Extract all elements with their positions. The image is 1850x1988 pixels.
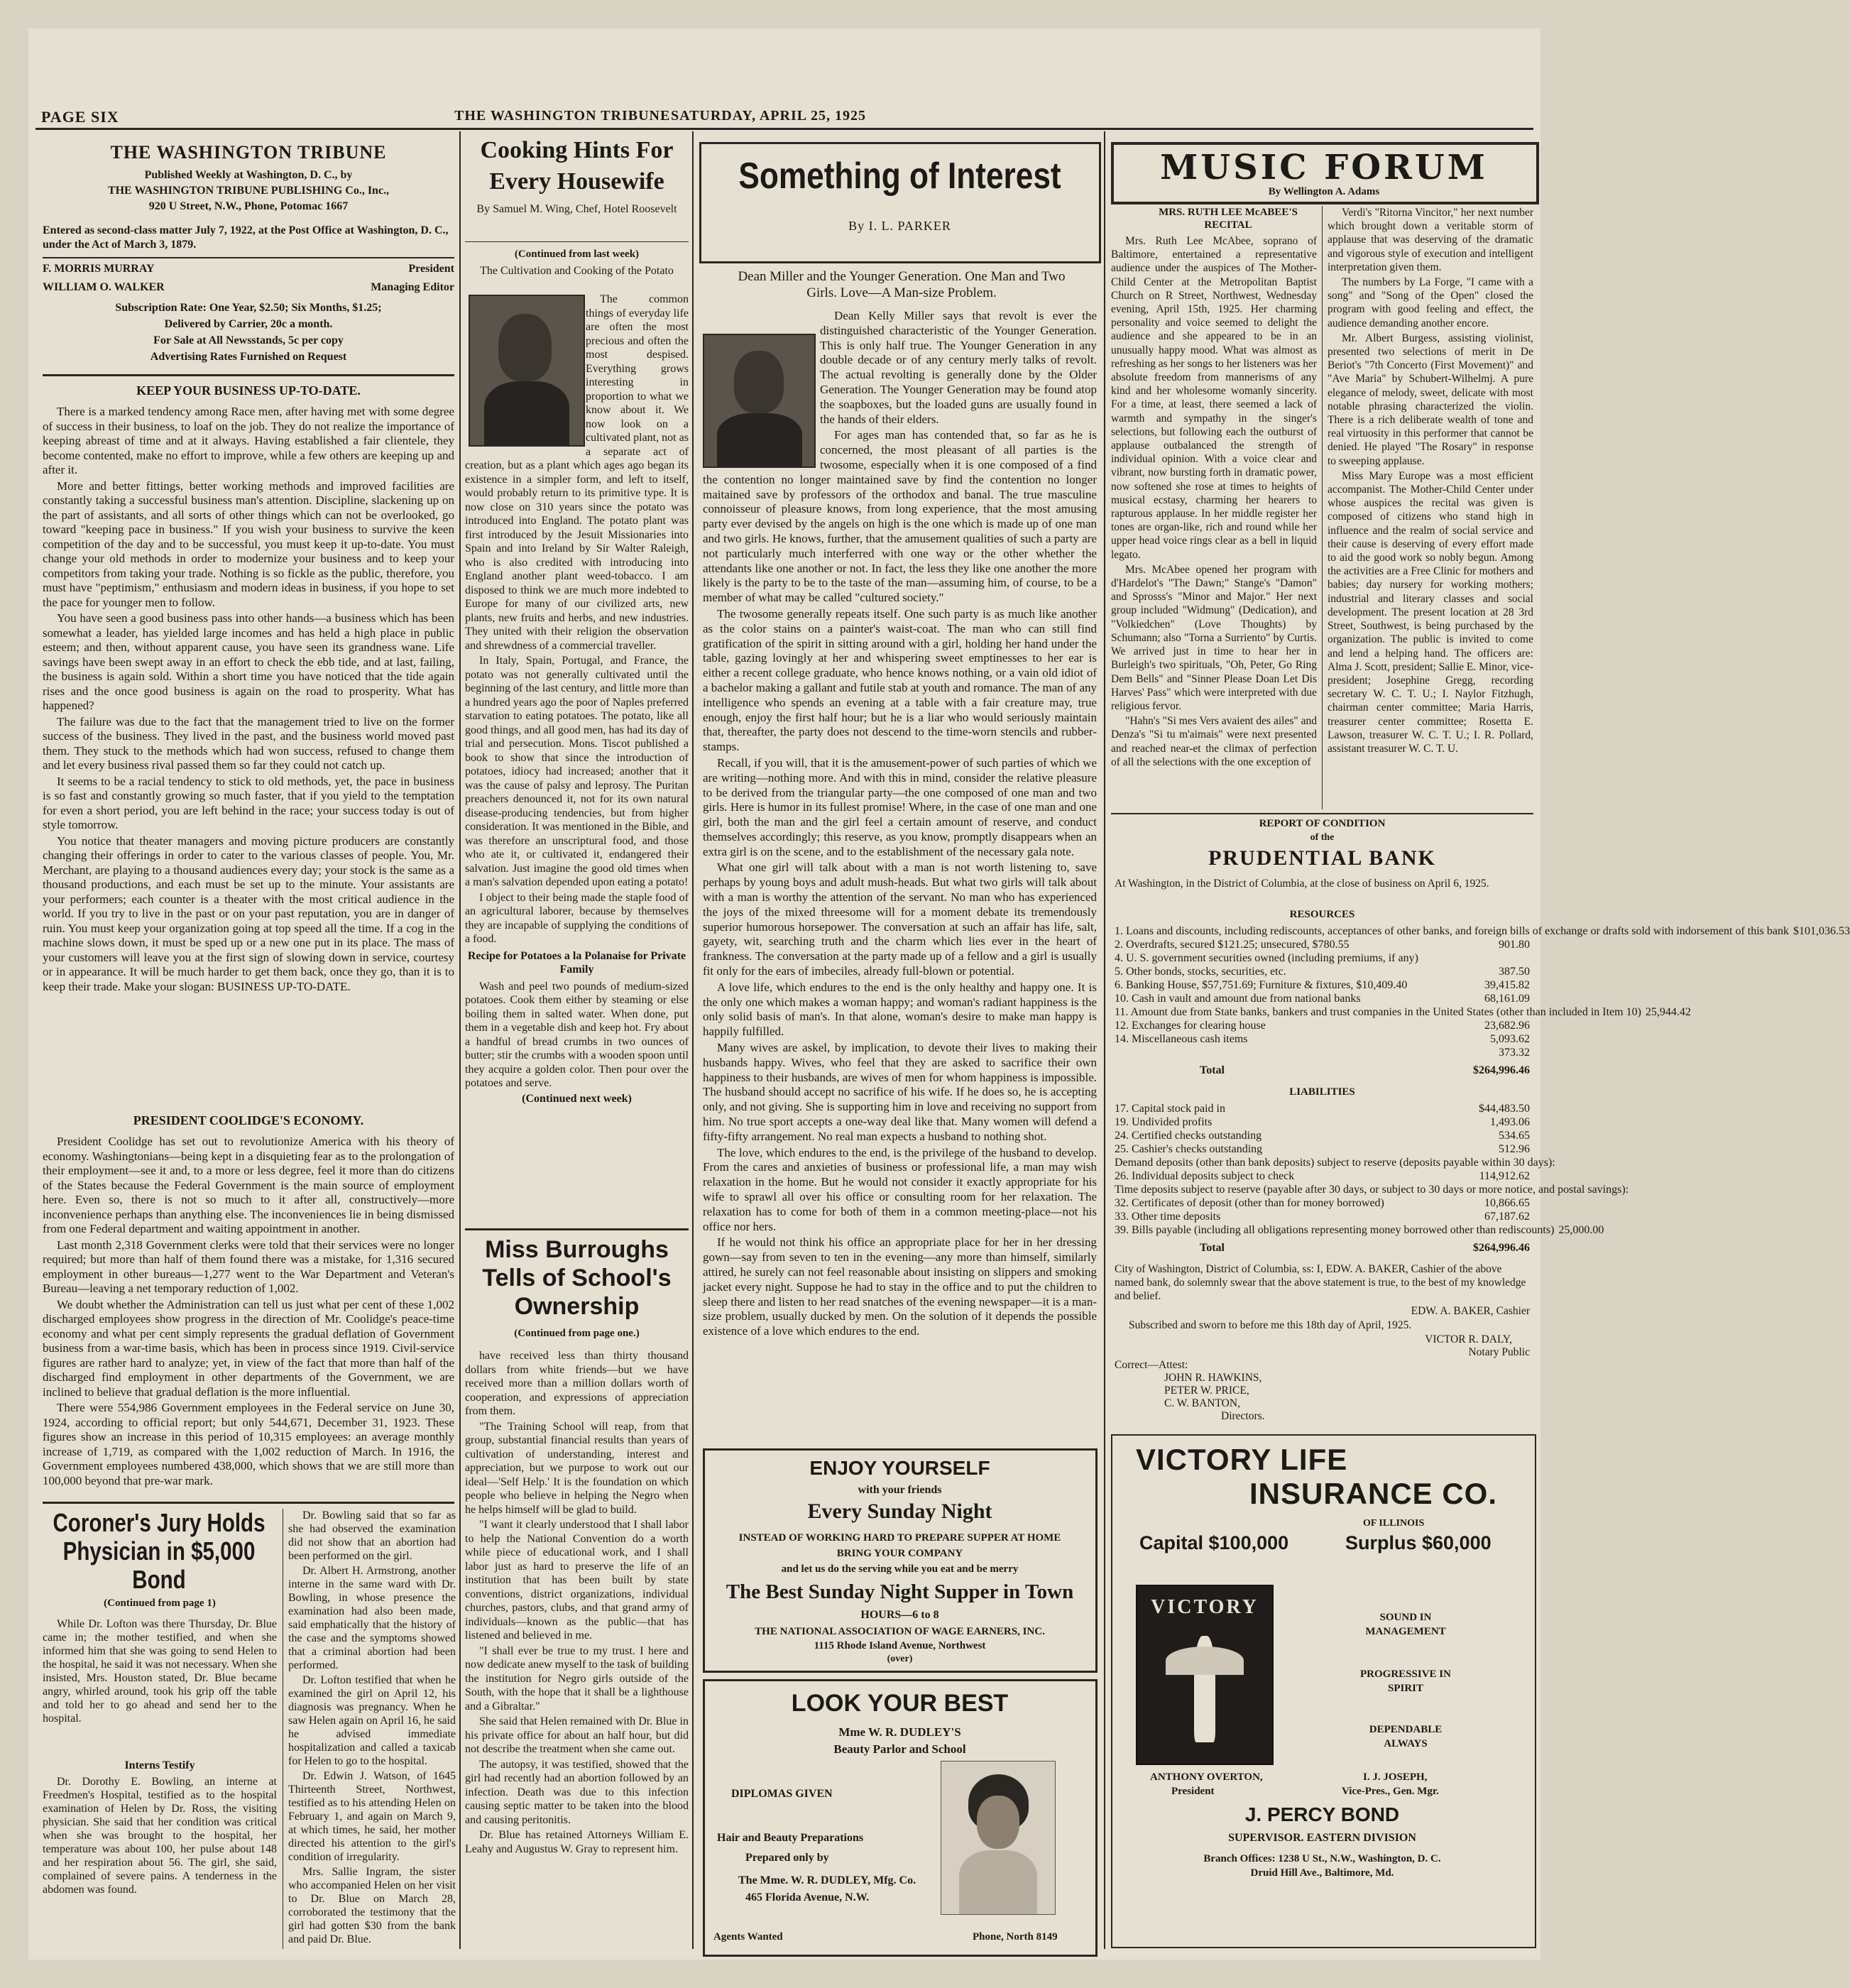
officer-title: President xyxy=(1171,1786,1215,1797)
paragraph: Last month 2,318 Government clerks were told that their services were no longer required; but more than half of them found there was a mistake, for 1,316 secured employment in other bureaus—1,277 went to the War Department and Veteran's Bureau—leaving a net temporary reduction of 1,002. xyxy=(43,1238,454,1295)
continued-note: (Continued from last week) xyxy=(514,248,640,260)
surplus: Surplus $60,000 xyxy=(1345,1532,1492,1553)
ad-line: OF ILLINOIS xyxy=(1363,1518,1425,1529)
cashier-signature: EDW. A. BAKER, Cashier xyxy=(1411,1305,1530,1317)
ad-line: THE NATIONAL ASSOCIATION OF WAGE EARNERS, INC. xyxy=(755,1626,1045,1637)
publisher-name: F. MORRIS MURRAY xyxy=(43,263,155,275)
paragraph: have received less than thirty thousand dollars from white friends—but we have received more than a million dollars worth of cooperation, and expressions of appreciation from them. xyxy=(465,1350,689,1417)
paragraph: Wash and peel two pounds of medium-sized potatoes. Cook them either by steaming or else boiling them in salted water. When done, put them in a vegetable dish and keep hot. Fry about a handful of bread crumbs in two ounces of butter; stir the crumbs with a wooden spoon until they acquire a golden color. Then pour over the potatoes and serve. xyxy=(465,980,689,1089)
ad-line: and let us do the serving while you eat and be merry xyxy=(781,1563,1019,1575)
subscription-rate: Subscription Rate: One Year, $2.50; Six Months, $1.25; xyxy=(115,302,382,314)
section-rule xyxy=(1111,813,1533,814)
headline: Cooking Hints For Every Housewife xyxy=(480,137,674,195)
masthead-bottom-rule xyxy=(43,374,454,376)
table-row: 4. U. S. government securities owned (including premiums, if any) xyxy=(1115,952,1418,964)
officer-name: I. J. JOSEPH, xyxy=(1363,1771,1428,1783)
byline: By I. L. PARKER xyxy=(848,219,951,233)
ad-line: The Mme. W. R. DUDLEY, Mfg. Co. xyxy=(738,1874,916,1886)
director-name: PETER W. PRICE, xyxy=(1164,1384,1249,1397)
table-row: 39. Bills payable (including all obligations representing money borrowed other than rediscounts) 25,000.00 xyxy=(1115,1224,1604,1236)
paragraph: Dean Kelly Miller says that revolt is ever the distinguished characteristic of the Younger Generation. This is only half true. The Younger Generation in any double decade or of any century merly talks of revolt. The actual revolting is generally done by the Older Generation. The Younger Generation may be found atop the soapboxes, but the loaded guns are usually found in the hands of their elders. xyxy=(820,309,1097,426)
section-rule xyxy=(43,1502,454,1504)
capital: Capital $100,000 xyxy=(1139,1532,1289,1553)
ad-line: DIPLOMAS GIVEN xyxy=(731,1788,833,1800)
editorial-body xyxy=(43,405,454,1108)
table-row: 11. Amount due from State banks, bankers and trust companies in the United States (other than included in Item 10) 25,944.42 xyxy=(1115,1006,1691,1018)
article-column xyxy=(43,1617,277,1756)
ad-line: The Best Sunday Night Supper in Town xyxy=(726,1580,1074,1603)
supervisor-name: J. PERCY BOND xyxy=(1244,1803,1400,1825)
resources-table xyxy=(1115,924,1850,1077)
recipe-title: Recipe for Potatoes a la Polanaise for Private Family xyxy=(467,949,686,976)
table-row: 1. Loans and discounts, including rediscounts, acceptances of other banks, and foreign bills of exchange or drafts sold with indorsement of this bank $101,036.53 xyxy=(1115,925,1850,937)
ad-line: LOOK YOUR BEST xyxy=(791,1690,1009,1717)
article-column xyxy=(288,1509,456,1949)
paragraph: President Coolidge has set out to revolutionize America with his theory of economy. Washingtonians—being kept in a disquieting fear as to the prolongation of their employment—see it and, to a more or less degree, feel it more than do citizens of the States because the Federal Government is the main source of employment here. Even so, there is not so much to it after all, constructively—more inconvenience perhaps than anything else. The inconveniences lie in being dismissed from one Federal department and waiting appointment in another. xyxy=(43,1135,454,1235)
folio-paper: THE WASHINGTON TRIBUNE xyxy=(454,108,671,124)
ad-line: Phone, North 8149 xyxy=(973,1931,1058,1943)
advertising-note: Advertising Rates Furnished on Request xyxy=(150,351,347,363)
notary-name: VICTOR R. DALY, xyxy=(1425,1333,1512,1345)
article-body xyxy=(465,293,689,1226)
ad-line: Mme W. R. DUDLEY'S xyxy=(838,1725,961,1739)
paragraph: Dr. Albert H. Armstrong, another interne in the same ward with Dr. Bowling, in whose presence the examination had also been made, said emphatically that the history of the case and the symptoms showed that a criminal abortion had been performed. xyxy=(288,1565,456,1671)
paragraph: A love life, which endures to the end is the only healthy and happy one. It is the only one which makes a woman happy; and woman's radiant happiness is the only solid basis of man's. In that alone, woman's desire to make man happy is happily fulfilled. xyxy=(703,980,1097,1039)
liabilities-table xyxy=(1115,1102,1629,1255)
ad-line: (over) xyxy=(887,1654,913,1664)
table-row: 26. Individual deposits subject to check 114,912.62 xyxy=(1115,1170,1530,1182)
table-row: 5. Other bonds, stocks, securities, etc. 387.50 xyxy=(1115,966,1530,978)
article-body xyxy=(465,1349,689,1949)
publisher-role: President xyxy=(408,263,454,275)
editor-role: Managing Editor xyxy=(371,281,454,293)
masthead-line: Published Weekly at Washington, D. C., by xyxy=(144,169,353,181)
masthead-title: THE WASHINGTON TRIBUNE xyxy=(110,142,387,163)
bank-report-label: of the xyxy=(1310,832,1335,843)
paragraph: Dr. Dorothy E. Bowling, an interne at Freedmen's Hospital, testified as to the hospital examination of Helen by Dr. Ross, the visiting physician. She said that her condition was critical when she was brought to the hospital, her temperature was about 100, her pulse about 148 and her respiration about 56. The girl, she said, complained of severe pains. A tenderness in the abdomen was found. xyxy=(43,1776,277,1896)
paragraph: Dr. Edwin J. Watson, of 1645 Thirteenth Street, Northwest, testified as to his attending Helen on February 1, and again on March 9, at which times, he said, her mother directed his attention to the girl's condition of irregularity. xyxy=(288,1770,456,1863)
paragraph: For ages man has contended that, so far as he is concerned, the most pleasant of all parties is the twosome, especially when it is one composed of a find the contention no longer maintained save by find the contention no longer maitained save by professors of the orthodox and banal. The true masculine connoisseur of pleasure knows, from long experience, that the most amusing party ever devised by the angels on high is the one which is made up of one man and two girls. He knows, further, that the amusement qualities of such a party are not particularly much interferred with one way or the other whether the attendants like one another or not. In fact, the less they like one another the more likely is the party to be to the taste of the man—assuming him, of course, to be a member of what may be called "cultured society." xyxy=(703,428,1097,605)
paragraph: More and better fittings, better working methods and improved facilities are constantly taking a successful business man's attention. Discipline, slackening up on the part of assistants, and all sorts of other things which can not be overlooked, go toward "keeping pace in business." If you wish your business to survive the keen competition of the day and to be successful, you must keep it up-to-date. You must change your old methods in order to modernize your business and to keep your competitors from taking your trade. Nothing is so fickle as the public, therefore, you must have "peptimism," enthusiasm and modern ideas in business, if you hope to set the pace for younger men to follow. xyxy=(43,479,454,609)
total-row: Total $264,996.46 xyxy=(1200,1064,1530,1076)
paragraph: Mrs. McAbee opened her program with d'Hardelot's "The Dawn;" Stange's "Damon" and Sprosss's "Minor and Major." Her next group included "Widmung" (Dedication), and "Volkiedchen" (Love Thoughts) by Schumann; also "Torna a Surriento" by Curtis. We arrived just in time to hear her in Burleigh's two spirituals, "Oh, Peter, Go Ring Dem Bells" and "Sinner Please Doan Let Dis Harves' Pass" which were interpreted with due religious fervor. xyxy=(1111,563,1317,712)
page-number: PAGE SIX xyxy=(41,108,119,126)
ad-line: SPIRIT xyxy=(1387,1683,1424,1694)
bank-name: PRUDENTIAL BANK xyxy=(1208,846,1436,870)
ad-line: HOURS—6 to 8 xyxy=(860,1609,939,1621)
table-row: 25. Cashier's checks outstanding 512.96 xyxy=(1115,1143,1530,1155)
headline: Miss Burroughs Tells of School's Ownership xyxy=(482,1236,672,1320)
table-row: 32. Certificates of deposit (other than for money borrowed) 10,866.65 xyxy=(1115,1197,1530,1209)
article-column xyxy=(43,1775,277,1945)
headline: MUSIC FORUM xyxy=(1160,148,1488,187)
paragraph: There is a marked tendency among Race men, after having met with some degree of success in their business, to loaf on the job. They do not realize the importance of keeping abreast of time and at it always. Having established a fair clientele, they become contented, make no effort to improve, while a few others are keeping up and after it. xyxy=(43,405,454,476)
paragraph: It seems to be a racial tendency to stick to old methods, yet, the pace in business is so fast and constantly growing so much faster, that if you yield to the temptation for even a short period, you are left behind in the race; your success today is out of style tomorrow. xyxy=(43,774,454,831)
carrier-rate: Delivered by Carrier, 20c a month. xyxy=(164,318,333,330)
paragraph: Recall, if you will, that it is the amusement-power of such parties of which we are writing—nothing more. And with this in mind, consider the relative pleasure to be derived from the triangular party—the one composed of one man and two girls. Here is humor in its fullest promise! Where, in the case of one man and one girl, both the man and the girl feel a certain amount of reserve, and conduct themselves accordingly; this reserve, as you know, promptly disappears when an extra girl is on the scene, and to the establishment of the necessary gala note. xyxy=(703,755,1097,858)
table-row: 2. Overdrafts, secured $121.25; unsecured, $780.55 901.80 xyxy=(1115,939,1530,951)
column-rule xyxy=(459,131,461,1949)
folio-rule xyxy=(35,128,1533,130)
ad-line: ENJOY YOURSELF xyxy=(809,1457,990,1479)
continued-note: (Continued from page 1) xyxy=(104,1598,216,1609)
wings-icon xyxy=(1166,1646,1244,1675)
ad-line: SOUND IN xyxy=(1379,1612,1432,1623)
ad-line: Every Sunday Night xyxy=(807,1500,992,1523)
paragraph: "I shall ever be true to my trust. I here and now dedicate anew myself to the task of building the institution for Negro girls outside of the South, with the hope that it shall be a lighthouse and a Gibraltar." xyxy=(465,1644,689,1713)
masthead-entered: Entered as second-class matter July 7, 1922, at the Post Office at Washington, D. C., under the Act of March 3, 1879. xyxy=(43,224,449,251)
paragraph: The love, which endures to the end, is the privilege of the husband to develop. From the cares and anxieties of business or professional life, a man may wish relaxation in the home. But he would not consider it exactly appropriate for his wife to sprawl all over his office or consulting room for her relaxation. The relaxation has to come for both of them in a common meeting-place—not his office nor hers. xyxy=(703,1145,1097,1233)
subhead: Interns Testify xyxy=(124,1759,195,1771)
table-row: 6. Banking House, $57,751.69; Furniture & fixtures, $10,409.40 39,415.82 xyxy=(1115,979,1530,991)
paragraph: She said that Helen remained with Dr. Blue in his private office for about an half hour, but did not describe the treatment when she came out. xyxy=(465,1715,689,1755)
officer-name: ANTHONY OVERTON, xyxy=(1150,1771,1263,1783)
woman-portrait xyxy=(941,1761,1056,1915)
notary-title: Notary Public xyxy=(1468,1346,1530,1358)
ad-line: 465 Florida Avenue, N.W. xyxy=(745,1891,870,1904)
newsstand-price: For Sale at All Newsstands, 5c per copy xyxy=(153,334,344,346)
editorial-title: KEEP YOUR BUSINESS UP-TO-DATE. xyxy=(136,383,361,398)
paragraph: Miss Mary Europe was a most efficient accompanist. The Mother-Child Center under whose auspices the recital was given is composed of citizens who stand high in influence and the realm of social service and their cause is deserving of every effort made to aid the good work so nobly begun. Among the activities are a Free Clinic for mothers and babies; day nursery for working mothers; industrial and literary classes and social development. The present location at 28 3rd Street, Southwest, is being purchased by the organization. The public is invited to come and lend a helping hand. The officers are: Alma J. Scott, president; Sallie E. Minor, vice-president; Josephine Gregg, recording secretary W. C. T. U.; I. Naylor Fitzhugh, chairman center committee; Maria Harris, treasurer center committee; Rosetta E. Lawson, treasurer W. C. T. U.; I. R. Pollard, assistant treasurer W. C. T. U. xyxy=(1328,469,1533,755)
paragraph: Dr. Bowling said that so far as she had observed the examination did not show that an abortion had been performed on the girl. xyxy=(288,1509,456,1562)
ad-line: INSTEAD OF WORKING HARD TO PREPARE SUPPER AT HOME xyxy=(738,1532,1061,1544)
column-rule xyxy=(1322,206,1323,809)
editorial-title: PRESIDENT COOLIDGE'S ECONOMY. xyxy=(133,1113,364,1127)
paragraph: Mr. Albert Burgess, assisting violinist, presented two selections of merit in De Beriot's "7th Concerto (First Movement)" and "Ave Maria" by Schubert-Wilhelmj. A pure elegance of melody, sweet, delicate with most notable phrasing characterized the violin. There is a rich deliberate wealth of tone and real virtuosity in this performer that cannot be denied. He played "The Rosary" in response to sweeping applause. xyxy=(1328,332,1533,467)
ad-line: Agents Wanted xyxy=(713,1931,783,1943)
ad-line: Beauty Parlor and School xyxy=(833,1742,966,1756)
total-row: Total $264,996.46 xyxy=(1200,1242,1530,1254)
column-rule xyxy=(692,131,694,1949)
table-row: 19. Undivided profits 1,493.06 xyxy=(1115,1116,1530,1128)
paragraph: "Hahn's "Si mes Vers avaient des ailes" and Denza's "Si tu m'aimais" were next presented and reached near-et the climax of perfection of all the selections with the one exception of xyxy=(1111,715,1317,768)
bank-report-label: REPORT OF CONDITION xyxy=(1259,818,1386,829)
paragraph: What one girl will talk about with a man is not worth listening to, save perhaps by young boys and adult mush-heads. But what two girls will talk about with a man is worthy the attention of the servant. No man who has experienced the joys of the mixed threesome will for a moment debate its tremendously superior humorous horsepower. The conversation at such an affair has life, salt, gayety, wit, searching truth and the charm which lies ever in the heart of frankness. The conversation at the party made up of a fellow and a girl is usually fit only for the ears of imbeciles, already full-blown or potential. xyxy=(703,861,1097,978)
headline: Coroner's Jury Holds Physician in $5,000 Bond xyxy=(53,1508,266,1594)
ad-line: INSURANCE CO. xyxy=(1249,1477,1498,1510)
table-row: 17. Capital stock paid in $44,483.50 xyxy=(1115,1103,1530,1115)
director-name: JOHN R. HAWKINS, xyxy=(1164,1372,1262,1384)
resources-label: RESOURCES xyxy=(1289,909,1355,920)
ad-line: Hair and Beauty Preparations xyxy=(717,1832,864,1844)
paragraph: Many wives are askel, by implication, to devote their lives to making their husbands happy. Wives, who feel that they are asked to sacrifice their own happiness to their husbands, are wives of men for whom happiness is impossible. The husband should accept no sacrifice of his wife. If he does so, he is accepting only, and not giving. She is supporting him in love and receiving no support from him. No true sport accepts a one-way deal like that. Many women will defend a fifty-fifty arrangement. No real man expects a husband to nothing shot. xyxy=(703,1041,1097,1143)
paragraph: "The Training School will reap, from that group, substantial financial results than years of cultivation of understanding, interest and appreciation, but we purpose to work out our ideal—'Self Help.' It is the foundation on which people who believe in helping the Negro when he helps himself will be glad to build. xyxy=(465,1420,689,1516)
paragraph: The common things of everyday life are often the most precious and often the most despised. Everything grows interesting in proportion to what we know about it. We now look on a cultivated plant, not as a separate act of creation, but as a plant which ages ago began its existence in a simpler form, and left to itself, would probably return to its primitive type. It is now close on 310 years since the potato was introduced into England. The potato plant was first introduced by the Jesuit Missionaries into Spain and into Ireland by Sir Walter Raleigh, who is also credited with introducing into England another plant weed-tobacco. I am disposed to think we are much more indebted to Europe for many of our civilized arts, new plants, new fruits and herbs, and new industries. They united with their religion the observation and shrewdness of a commercial traveller. xyxy=(465,293,689,652)
paragraph: Dr. Lofton testified that when he examined the girl on April 12, his diagnosis was pregnancy. When he saw Helen again on April 16, he said he advised immediate hospitalization and called a taxicab for Helen to go to the hospital. xyxy=(288,1674,456,1767)
section-rule xyxy=(465,1228,689,1230)
paragraph: I object to their being made the staple food of an agricultural laborer, because by themselves they are incapable of supplying the conditions of a food. xyxy=(465,891,689,945)
byline: By Wellington A. Adams xyxy=(1268,186,1380,197)
paragraph: Verdi's "Ritorna Vincitor," her next number which brought down a veritable storm of applause that was deserving of the dramatic and vigorous style of execution and intelligent interpretation given them. xyxy=(1328,207,1533,273)
masthead-rule xyxy=(43,257,454,258)
ad-line: MANAGEMENT xyxy=(1365,1626,1446,1637)
table-row: Demand deposits (other than bank deposits) subject to reserve (deposits payable within 30 days): xyxy=(1115,1157,1555,1169)
table-row: 14. Miscellaneous cash items 5,093.62 xyxy=(1115,1033,1530,1045)
paragraph: Mrs. Sallie Ingram, the sister who accompanied Helen on her visit to Dr. Blue on March 28, corroborated the testimony that the girl had gotten $30 from the bank and paid Dr. Blue. xyxy=(288,1866,456,1945)
article-body xyxy=(703,309,1097,1441)
paragraph: In Italy, Spain, Portugal, and France, the potato was not generally cultivated until the beginning of the last century, and little more than a hundred years ago the poor of Naples preferred starvation to eating potatoes. The potato, like all good things, and all good men, has had its day of trial and persecution. Mons. Tiscot published a book to show that since the introduction of potatoes, idiocy had increased; another that it was the cause of palsy and leprosy. The Puritan preachers denounced it, not for its own natural disease-producing tendencies, but from higher consideration. It was mentioned in the Bible, and was therefore an unscriptural food, and those who ate it, or cultivated it, endangered their salvation. Just imagine the good old times when a man's salvation depended upon eating a potato! xyxy=(465,655,689,888)
bank-intro: At Washington, in the District of Columbia, at the close of business on April 6, 1925. xyxy=(1115,878,1489,890)
subhead: Dean Miller and the Younger Generation. One Man and Two Girls. Love—A Man-size Problem. xyxy=(738,269,1066,300)
bank-oath: City of Washington, District of Columbia, ss: I, EDW. A. BAKER, Cashier of the above named bank, do solemnly swear that the above statement is true, to the best of my knowledge and belief. xyxy=(1115,1263,1526,1302)
table-row: 12. Exchanges for clearing house 23,682.96 xyxy=(1115,1020,1530,1032)
ad-line: DEPENDABLE xyxy=(1369,1724,1443,1735)
table-row: 24. Certified checks outstanding 534.65 xyxy=(1115,1130,1530,1142)
paragraph: You have seen a good business pass into other hands—a business which has been somewhat a leader, has yielded large incomes and has held a high place in public esteem; and then, without apparent cause, you have seen its grandness wane. Life savings have been swept away in an effort to check the ebb tide, and at last, failing, the business is again sold. Within a short time you have noticed that the tide again rises and the once good business is again on the road to prosperity. What has happened? xyxy=(43,611,454,712)
supper-ad xyxy=(703,1448,1098,1673)
paragraph: Dr. Blue has retained Attorneys William E. Leahy and Augustus W. Gray to represent him. xyxy=(465,1829,689,1855)
logo-text: VICTORY xyxy=(1151,1596,1259,1618)
table-row: Time deposits subject to reserve (payable after 30 days, or subject to 30 days or more notice, and postal savings): xyxy=(1115,1184,1629,1196)
victory-logo xyxy=(1136,1585,1274,1765)
continued-note: (Continued next week) xyxy=(522,1092,632,1105)
article-column xyxy=(1328,206,1533,809)
column-rule xyxy=(1104,131,1105,1949)
subhead: MRS. RUTH LEE McABEE'S RECITAL xyxy=(1159,207,1298,231)
supervisor-title: SUPERVISOR. EASTERN DIVISION xyxy=(1228,1832,1416,1844)
editorial-body xyxy=(43,1135,454,1497)
paragraph: The autopsy, it was testified, showed that the girl had recently had an abortion followed by an infection. Death was due to this infection causing septic matter to be taken into the blood and causing peritonitis. xyxy=(465,1758,689,1826)
byline: By Samuel M. Wing, Chef, Hotel Roosevelt xyxy=(476,203,677,215)
paragraph: "I want it clearly understood that I shall labor to help the National Convention do a worth while piece of educational work, and I shall labor just as hard to preserve the life of an institution that has been built by state conventions, district organizations, individual churches, pastors, clubs, and that grand army of individuals—known as the public—that has listened and believed in me. xyxy=(465,1519,689,1642)
masthead-line: 920 U Street, N.W., Phone, Potomac 1667 xyxy=(148,200,349,212)
paragraph: The failure was due to the fact that the management tried to live on the former success of the business. They lived in the past, and the business world moved past them. They stuck to the methods which had won success, refused to change them and let every business rival passed them so far they could not catch up. xyxy=(43,714,454,772)
branch-offices: Branch Offices: 1238 U St., N.W., Washington, D. C. xyxy=(1203,1853,1441,1864)
paragraph: The numbers by La Forge, "I came with a song" and "Song of the Open" closed the program with good feeling and effect, the audience demanding another encore. xyxy=(1328,276,1533,329)
article-column xyxy=(1111,234,1317,809)
ad-line: ALWAYS xyxy=(1384,1738,1428,1749)
attest-label: Correct—Attest: xyxy=(1115,1359,1188,1371)
director-name: C. W. BANTON, xyxy=(1164,1397,1240,1409)
table-row: 373.32 xyxy=(1499,1047,1530,1059)
ad-line: VICTORY LIFE xyxy=(1136,1443,1348,1476)
officer-title: Vice-Pres., Gen. Mgr. xyxy=(1342,1786,1439,1797)
paragraph: Mrs. Ruth Lee McAbee, soprano of Baltimore, entertained a representative audience under the auspices of The Mother-Child Center at the Metropolitan Baptist Church on R Street, Northwest, Wednesday evening, April 15th, 1925. Her charming personality and voice seemed to delight the audience and she appeared to be in an unusually happy mood. What was almost as refreshing as her songs to her listeners was her absolute freedom from mannerisms of any kind and her wholesome womanly sincerity. For a time, at least, there seemed a lack of warmth and sympathy in the singer's selections, but following each the outburst of applause outbalanced the strength of individual opinion. With a voice clear and vibrant, now bursting forth in dramatic power, now softened she rose at times to heights of musical ecstasy, charming her hearers to rapturous applause. In her middle register her tones are organ-like, rich and round while her upper head voice rings clear as a bell in liquid legato. xyxy=(1111,235,1317,561)
liabilities-label: LIABILITIES xyxy=(1289,1086,1355,1098)
paragraph: The twosome generally repeats itself. One such party is as much like another as the color stains on a painter's waist-coat. The man who can still find gratification of the spirit in sitting around with a girl, holding her hand under the table, gazing lovingly at her and whispering sweet emptinesses to her ear is either a recent college graduate, who hence knows nothing, or a vain old idiot of a bachelor making a gallant and futile stab at youth and romance. The man of any intelligence who spends an evening at a table with a fair creature may, true enough, enjoy the first half hour; but he is a liar who would seriously maintain that, thereafter, the party does not descend to the time-worn stencils and rubber-stamps. xyxy=(703,606,1097,754)
continued-note: (Continued from page one.) xyxy=(514,1328,640,1339)
masthead-line: THE WASHINGTON TRIBUNE PUBLISHING Co., Inc., xyxy=(107,185,390,197)
ad-line: with your friends xyxy=(858,1484,942,1496)
headline: Something of Interest xyxy=(738,155,1061,197)
newspaper-page xyxy=(28,28,1850,1960)
table-row: 10. Cash in vault and amount due from national banks 68,161.09 xyxy=(1115,993,1530,1005)
sworn-statement: Subscribed and sworn to before me this 18th day of April, 1925. xyxy=(1129,1319,1412,1331)
paragraph: We doubt whether the Administration can tell us just what per cent of these 1,002 discharged employees show progress in the direction of Mr. Coolidge's peace-time economy and what per cent simply represents the gradual deflation of Government business from a war-time basis, which has been in process since 1919. Civil-service figures are rather hard to analyze; yet, in view of the fact that more than half of the discharged find employment in other departments of the Government, we are inclined to believe that gradual deflation is the more influential. xyxy=(43,1297,454,1399)
folio-date: SATURDAY, APRIL 25, 1925 xyxy=(671,108,866,124)
ad-line: PROGRESSIVE IN xyxy=(1360,1668,1451,1680)
ad-line: Prepared only by xyxy=(745,1852,829,1864)
paragraph: You notice that theater managers and moving picture producers are constantly changing their offerings in order to cater to the various classes of people. You, Mr. Merchant, are playing to a thousand audiences every day; your stock is the same as a thousand productions, and each must be set up to the minute. Your assistants are your performers; each counter is a theater with the most critical audience in the world. If you try to live in the past or on your past reputation, you are in danger of ruin. You must keep your organization going at top speed all the time. If a cog in the machine slows down, it must be sped up or a new one put in its place. The mass of your customers will leave you at the first sign of slowing down in service, courtesy or in appearance. It will be much harder to get them back, once they go, than it is to keep their trade. Make your slogan: BUSINESS UP-TO-DATE. xyxy=(43,834,454,993)
ad-line: 1115 Rhode Island Avenue, Northwest xyxy=(814,1640,986,1651)
subhead: The Cultivation and Cooking of the Potato xyxy=(480,265,674,277)
directors-label: Directors. xyxy=(1221,1410,1265,1422)
ad-line: BRING YOUR COMPANY xyxy=(836,1548,963,1559)
editor-name: WILLIAM O. WALKER xyxy=(43,281,165,293)
rule xyxy=(465,241,689,242)
paragraph: While Dr. Lofton was there Thursday, Dr. Blue came in; the mother testified, and when she informed him that she was going to send Helen to the hospital, he said it was not necessary. When she insisted, Mrs. Houston stated, Dr. Blue became angry, whirled around, took his grip off the table and told her to go ahead and send her to the hospital. xyxy=(43,1618,277,1725)
paragraph: There were 554,986 Government employees in the Federal service on June 30, 1924, according to official report; but only 544,671, December 31, 1923. These figures show an increase in this period of 10,315 employees: an average monthly increase of 1,719, as compared with the 1,002 reduction of March. In 1916, the Government employees numbered 438,000, which shows that we are still more than 100,000 beyond that pre-war mark. xyxy=(43,1401,454,1487)
branch-offices: Druid Hill Ave., Baltimore, Md. xyxy=(1250,1867,1394,1879)
paragraph: If he would not think his office an appropriate place for her in her dressing gown—say from seven to ten in the evening—any more than himself, similarly attired, he surely can not feel reasonable about insisting on slippers and smoking jacket every night. Suppose he had to stay in the office and to put the children to sleep there and listen to her read snatches of the evening newspaper—it is a man-size problem, usually ducked by men. On the solution of it depends the possible existence of a love which endures to the end. xyxy=(703,1235,1097,1338)
table-row: 33. Other time deposits 67,187.62 xyxy=(1115,1211,1530,1223)
